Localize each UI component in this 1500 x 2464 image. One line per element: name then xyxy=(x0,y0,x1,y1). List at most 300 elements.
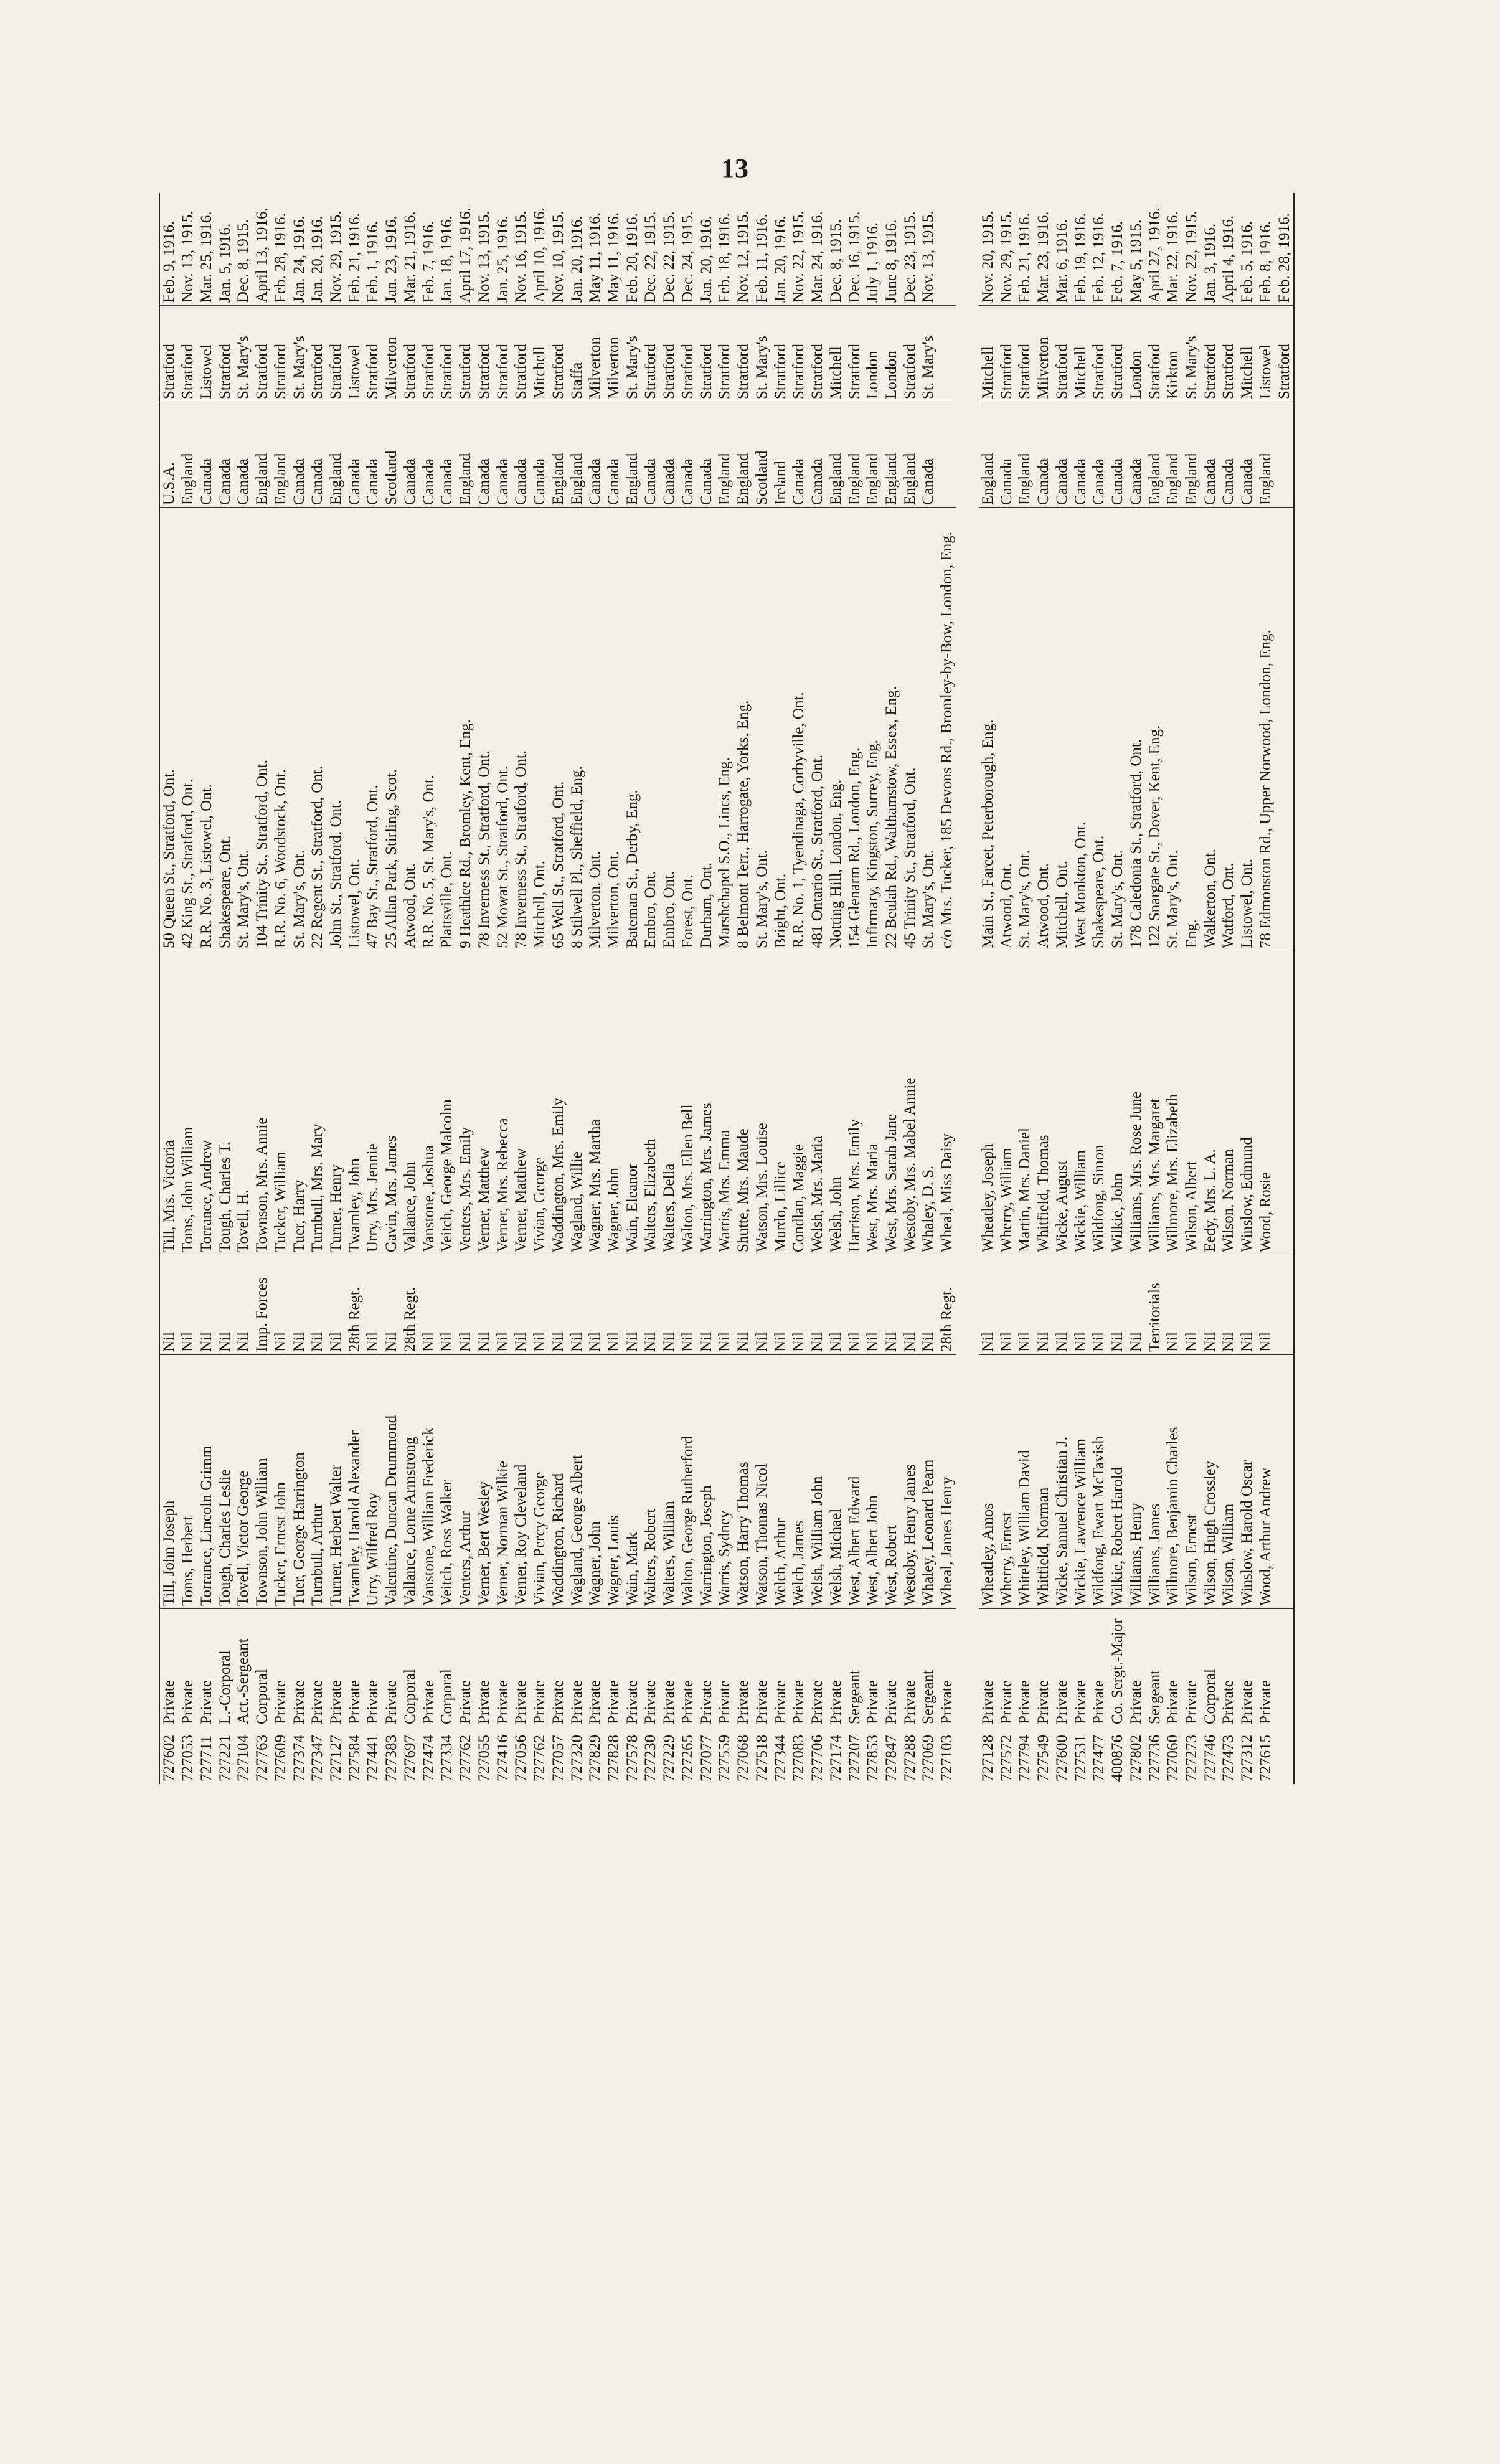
place-of-enlistment: St. Mary's xyxy=(234,305,253,402)
rank: Private xyxy=(623,1608,641,1727)
kin-address: R.R. No. 6, Woodstock, Ont. xyxy=(271,507,290,951)
kin-address: 104 Trinity St., Stratford, Ont. xyxy=(253,507,271,951)
soldier-name: Williams, James xyxy=(1145,1354,1164,1608)
place-of-enlistment: Stratford xyxy=(364,305,382,402)
kin-address xyxy=(1275,507,1293,951)
table-row xyxy=(586,193,605,1784)
rank: Private xyxy=(160,1608,179,1727)
kin-address: 122 Snargate St., Dover, Kent, Eng. xyxy=(1145,507,1164,951)
previous-service: Nil xyxy=(1126,1255,1145,1354)
date-of-enlistment: Nov. 22, 1915. xyxy=(790,210,808,303)
table-row xyxy=(900,193,919,1784)
table-row xyxy=(1257,193,1275,1784)
place-of-enlistment: Mitchell xyxy=(531,305,549,402)
rank: Private xyxy=(790,1608,808,1727)
rank: Act.-Sergeant xyxy=(234,1608,253,1727)
country-of-birth: Canada xyxy=(290,402,308,507)
rank: Private xyxy=(1164,1608,1182,1727)
kin-address: 8 Stilwell Pl., Sheffield, Eng. xyxy=(567,507,586,951)
country-of-birth: Canada xyxy=(605,402,623,507)
date-of-enlistment: Feb. 19, 1916. xyxy=(1072,213,1089,303)
country-of-birth: England xyxy=(327,402,346,507)
next-of-kin: Wildfong, Simon xyxy=(1090,951,1108,1255)
country-of-birth: Canada xyxy=(438,402,456,507)
table-row xyxy=(826,193,845,1784)
soldier-name: Till, John Joseph xyxy=(160,1354,179,1608)
rank: Corporal xyxy=(1200,1608,1219,1727)
rank: Private xyxy=(531,1608,549,1727)
next-of-kin: Welsh, Mrs. Maria xyxy=(808,951,827,1255)
kin-address: 154 Glenarm Rd., London, Eng. xyxy=(845,507,864,951)
place-of-enlistment: Stratford xyxy=(253,305,271,402)
regimental-number: 727083 xyxy=(790,1735,808,1782)
next-of-kin: Tucker, William xyxy=(271,951,290,1255)
regimental-number: 727057 xyxy=(549,1735,567,1782)
next-of-kin: Tough, Charles T. xyxy=(215,951,234,1255)
next-of-kin: Warrington, Mrs. James xyxy=(697,951,715,1255)
kin-address: Listowel, Ont. xyxy=(345,507,364,951)
table-row xyxy=(1108,193,1127,1784)
regimental-number: 727531 xyxy=(1072,1735,1089,1782)
country-of-birth: Canada xyxy=(697,402,715,507)
rank: Private xyxy=(197,1608,215,1727)
soldier-name: Wagner, John xyxy=(586,1354,605,1608)
next-of-kin xyxy=(1275,951,1293,1255)
place-of-enlistment: London xyxy=(1126,305,1145,402)
next-of-kin: West, Mrs. Maria xyxy=(864,951,882,1255)
previous-service: Nil xyxy=(549,1255,567,1354)
place-of-enlistment: Mitchell xyxy=(979,305,998,402)
country-of-birth: Canada xyxy=(197,402,215,507)
soldier-name: Willmore, Benjamin Charles xyxy=(1164,1354,1182,1608)
date-of-enlistment: Nov. 13, 1915. xyxy=(920,210,937,303)
regimental-number: 727762 xyxy=(531,1735,549,1782)
rank: Private xyxy=(1034,1608,1053,1727)
kin-address: Shakespeare, Ont. xyxy=(1090,507,1108,951)
soldier-name: Turnbull, Arthur xyxy=(308,1354,327,1608)
place-of-enlistment: London xyxy=(864,305,882,402)
date-of-enlistment: Nov. 22, 1915. xyxy=(1183,210,1200,303)
soldier-name: Verner, Bert Wesley xyxy=(474,1354,493,1608)
date-of-enlistment: Nov. 29, 1915. xyxy=(327,210,344,303)
previous-service: Nil xyxy=(1164,1255,1182,1354)
next-of-kin: Turner, Henry xyxy=(327,951,346,1255)
country-of-birth: England xyxy=(882,402,901,507)
kin-address: St. Mary's, Ont. xyxy=(1108,507,1127,951)
kin-address: St. Mary's, Ont. xyxy=(1016,507,1034,951)
previous-service: Territorials xyxy=(1145,1255,1164,1354)
regimental-number: 727584 xyxy=(346,1735,363,1782)
soldier-name: Turner, Herbert Walter xyxy=(327,1354,346,1608)
regimental-number: 727288 xyxy=(901,1735,918,1782)
date-of-enlistment: Jan. 18, 1916. xyxy=(438,215,456,303)
country-of-birth: England xyxy=(826,402,845,507)
table-row xyxy=(419,193,438,1784)
kin-address: 78 Inverness St., Stratford, Ont. xyxy=(474,507,493,951)
soldier-name: Walton, George Rutherford xyxy=(679,1354,697,1608)
rank: Sergeant xyxy=(919,1608,938,1727)
kin-address: 22 Regent St., Stratford, Ont. xyxy=(308,507,327,951)
next-of-kin: Turnbull, Mrs. Mary xyxy=(308,951,327,1255)
table-row xyxy=(997,193,1016,1784)
next-of-kin: Welsh, John xyxy=(826,951,845,1255)
page-number: 13 xyxy=(721,153,748,184)
previous-service: Nil xyxy=(697,1255,715,1354)
table-row xyxy=(641,193,660,1784)
kin-address: 78 Inverness St., Stratford, Ont. xyxy=(512,507,531,951)
date-of-enlistment: Jan. 24, 1916. xyxy=(290,215,308,303)
rank: Private xyxy=(1182,1608,1201,1727)
country-of-birth: Canada xyxy=(531,402,549,507)
soldier-name: Waddington, Richard xyxy=(549,1354,567,1608)
place-of-enlistment: Milverton xyxy=(586,305,605,402)
country-of-birth: Canada xyxy=(234,402,253,507)
ledger xyxy=(159,193,1295,1784)
date-of-enlistment: April 13, 1916. xyxy=(253,207,271,303)
rank: Private xyxy=(1071,1608,1090,1727)
country-of-birth: Canada xyxy=(660,402,679,507)
date-of-enlistment: Jan. 23, 1916. xyxy=(383,215,400,303)
table-row xyxy=(1090,193,1108,1784)
rank: Private xyxy=(605,1608,623,1727)
rank xyxy=(1275,1608,1293,1727)
previous-service: Nil xyxy=(1071,1255,1090,1354)
country-of-birth: England xyxy=(567,402,586,507)
rank: Private xyxy=(641,1608,660,1727)
regimental-number: 727615 xyxy=(1257,1735,1274,1782)
place-of-enlistment: Stratford xyxy=(512,305,531,402)
soldier-name: Wagland, George Albert xyxy=(567,1354,586,1608)
place-of-enlistment: Mitchell xyxy=(826,305,845,402)
date-of-enlistment: Nov. 13, 1915. xyxy=(475,210,493,303)
country-of-birth: Canada xyxy=(345,402,364,507)
rank: Private xyxy=(997,1608,1016,1727)
regimental-number: 727474 xyxy=(420,1735,437,1782)
previous-service: Nil xyxy=(979,1255,998,1354)
regimental-number: 727103 xyxy=(938,1735,956,1782)
kin-address: Atwood, Ont. xyxy=(401,507,420,951)
country-of-birth: Canada xyxy=(1090,402,1108,507)
regimental-number: 727572 xyxy=(998,1735,1015,1782)
next-of-kin: Warris, Mrs. Emma xyxy=(715,951,734,1255)
next-of-kin: Twamley, John xyxy=(345,951,364,1255)
soldier-name: Whaley, Leonard Pearn xyxy=(919,1354,938,1608)
next-of-kin: Walters, Della xyxy=(660,951,679,1255)
soldier-name: Wood, Arthur Andrew xyxy=(1257,1354,1275,1608)
date-of-enlistment: April 10, 1916. xyxy=(531,207,549,303)
rank: Private xyxy=(900,1608,919,1727)
country-of-birth: Canada xyxy=(1071,402,1090,507)
previous-service: Nil xyxy=(327,1255,346,1354)
country-of-birth: Canada xyxy=(401,402,420,507)
kin-address: Walkerton, Ont. xyxy=(1200,507,1219,951)
country-of-birth: Canada xyxy=(1219,402,1238,507)
kin-address: Bright, Ont. xyxy=(771,507,790,951)
previous-service xyxy=(1275,1255,1293,1354)
soldier-name: Welsh, Michael xyxy=(826,1354,845,1608)
kin-address: St. Mary's, Ont. xyxy=(234,507,253,951)
previous-service: Nil xyxy=(179,1255,197,1354)
next-of-kin: Wagner, John xyxy=(605,951,623,1255)
previous-service: Nil xyxy=(660,1255,679,1354)
rank: Private xyxy=(826,1608,845,1727)
kin-address: Mitchell, Ont. xyxy=(1053,507,1072,951)
date-of-enlistment: Feb. 7, 1916. xyxy=(420,220,437,303)
rank: Private xyxy=(1053,1608,1072,1727)
rank: Private xyxy=(734,1608,753,1727)
soldier-name: Vanstone, William Frederick xyxy=(419,1354,438,1608)
country-of-birth: England xyxy=(715,402,734,507)
country-of-birth: U.S.A. xyxy=(160,402,179,507)
date-of-enlistment: May 11, 1916. xyxy=(587,212,604,303)
next-of-kin: Whaley, D. S. xyxy=(919,951,938,1255)
previous-service: 28th Regt. xyxy=(345,1255,364,1354)
soldier-name: Vivian, Percy George xyxy=(531,1354,549,1608)
place-of-enlistment: Stratford xyxy=(493,305,512,402)
rank: Private xyxy=(549,1608,567,1727)
previous-service: Nil xyxy=(1053,1255,1072,1354)
next-of-kin: Harrison, Mrs. Emily xyxy=(845,951,864,1255)
date-of-enlistment: Feb. 21, 1916. xyxy=(1016,213,1034,303)
kin-address: Shakespeare, Ont. xyxy=(215,507,234,951)
next-of-kin: Tovell, H. xyxy=(234,951,253,1255)
regimental-number: 727828 xyxy=(605,1735,622,1782)
country-of-birth: Canada xyxy=(641,402,660,507)
kin-address: R.R. No. 1, Tyendinaga, Corbyville, Ont. xyxy=(790,507,808,951)
soldier-name: Wilson, Ernest xyxy=(1182,1354,1201,1608)
country-of-birth: Canada xyxy=(808,402,827,507)
rank: L.-Corporal xyxy=(215,1608,234,1727)
previous-service: Nil xyxy=(826,1255,845,1354)
date-of-enlistment: Nov. 12, 1915. xyxy=(735,210,752,303)
date-of-enlistment: Feb. 18, 1916. xyxy=(716,213,733,303)
regimental-number: 727128 xyxy=(979,1735,996,1782)
rank: Sergeant xyxy=(845,1608,864,1727)
kin-address: St. Mary's, Ont. xyxy=(1164,507,1182,951)
table-row xyxy=(474,193,493,1784)
table-row xyxy=(1126,193,1145,1784)
previous-service: Nil xyxy=(919,1255,938,1354)
previous-service: Nil xyxy=(271,1255,290,1354)
kin-address: Listowel, Ont. xyxy=(1238,507,1257,951)
country-of-birth: Canada xyxy=(1108,402,1127,507)
rank: Corporal xyxy=(401,1608,420,1727)
table-row xyxy=(882,193,901,1784)
rank: Private xyxy=(493,1608,512,1727)
rank: Private xyxy=(864,1608,882,1727)
rank: Private xyxy=(1238,1608,1257,1727)
regimental-number: 727477 xyxy=(1090,1735,1108,1782)
next-of-kin: Eedy, Mrs. L. A. xyxy=(1200,951,1219,1255)
place-of-enlistment: Stratford xyxy=(160,305,179,402)
previous-service: Nil xyxy=(1090,1255,1108,1354)
next-of-kin: Tuer, Harry xyxy=(290,951,308,1255)
date-of-enlistment: Jan. 25, 1916. xyxy=(494,215,511,303)
soldier-name: Wilkie, Robert Harold xyxy=(1108,1354,1127,1608)
regimental-number: 727549 xyxy=(1035,1735,1052,1782)
soldier-name: Wheatley, Amos xyxy=(979,1354,998,1608)
date-of-enlistment: Nov. 20, 1915. xyxy=(979,210,996,303)
table-row xyxy=(771,193,790,1784)
regimental-number: 727229 xyxy=(661,1735,678,1782)
country-of-birth: Canada xyxy=(1053,402,1072,507)
table-row xyxy=(197,193,215,1784)
regimental-number: 727706 xyxy=(809,1735,826,1782)
rank: Private xyxy=(679,1608,697,1727)
soldier-name: Wicke, Samuel Christian J. xyxy=(1053,1354,1072,1608)
previous-service: Nil xyxy=(771,1255,790,1354)
soldier-name: Wilson, William xyxy=(1219,1354,1238,1608)
date-of-enlistment: Feb. 28, 1916. xyxy=(1275,213,1293,303)
table-row xyxy=(401,193,420,1784)
regimental-number: 727053 xyxy=(179,1735,197,1782)
date-of-enlistment: Nov. 16, 1915. xyxy=(512,210,530,303)
previous-service: Nil xyxy=(531,1255,549,1354)
table-row xyxy=(1219,193,1238,1784)
place-of-enlistment: Stratford xyxy=(1016,305,1034,402)
next-of-kin: Martin, Mrs. Daniel xyxy=(1016,951,1034,1255)
kin-address: West Monkton, Ont. xyxy=(1071,507,1090,951)
table-row xyxy=(271,193,290,1784)
table-row xyxy=(438,193,456,1784)
regimental-number: 727344 xyxy=(771,1735,789,1782)
place-of-enlistment: Milverton xyxy=(605,305,623,402)
place-of-enlistment: Stratford xyxy=(1275,305,1293,402)
place-of-enlistment: Stratford xyxy=(845,305,864,402)
kin-address: St. Mary's, Ont. xyxy=(753,507,771,951)
next-of-kin: Till, Mrs. Victoria xyxy=(160,951,179,1255)
regimental-number: 727055 xyxy=(475,1735,493,1782)
kin-address: John St., Stratford, Ont. xyxy=(327,507,346,951)
place-of-enlistment: Stratford xyxy=(179,305,197,402)
soldier-name: Wain, Mark xyxy=(623,1354,641,1608)
place-of-enlistment: Stratford xyxy=(419,305,438,402)
kin-address: Mitchell, Ont. xyxy=(531,507,549,951)
country-of-birth: Canada xyxy=(419,402,438,507)
kin-address: 47 Bay St., Stratford, Ont. xyxy=(364,507,382,951)
previous-service: Nil xyxy=(882,1255,901,1354)
kin-address: 8 Belmont Terr., Harrogate, Yorks, Eng. xyxy=(734,507,753,951)
soldier-name: Watson, Harry Thomas xyxy=(734,1354,753,1608)
soldier-name: Verner, Norman Wilkie xyxy=(493,1354,512,1608)
previous-service: Nil xyxy=(290,1255,308,1354)
country-of-birth: Canada xyxy=(474,402,493,507)
table-row xyxy=(567,193,586,1784)
place-of-enlistment: Mitchell xyxy=(1238,305,1257,402)
place-of-enlistment: St. Mary's xyxy=(919,305,938,402)
date-of-enlistment: Dec. 23, 1915. xyxy=(901,211,918,303)
table-row xyxy=(734,193,753,1784)
place-of-enlistment: Stratford xyxy=(641,305,660,402)
regimental-number: 727060 xyxy=(1164,1735,1182,1782)
previous-service: Nil xyxy=(567,1255,586,1354)
next-of-kin: Murdo, Lillice xyxy=(771,951,790,1255)
next-of-kin: Wilson, Albert xyxy=(1182,951,1201,1255)
previous-service: Nil xyxy=(679,1255,697,1354)
regimental-number: 727559 xyxy=(716,1735,733,1782)
kin-address: Atwood, Ont. xyxy=(1034,507,1053,951)
soldier-name: Williams, Henry xyxy=(1126,1354,1145,1608)
previous-service: Nil xyxy=(1182,1255,1201,1354)
regimental-number: 727847 xyxy=(883,1735,900,1782)
rank: Private xyxy=(327,1608,346,1727)
regimental-number: 727077 xyxy=(697,1735,715,1782)
place-of-enlistment: Stratford xyxy=(790,305,808,402)
next-of-kin: Veitch, George Malcolm xyxy=(438,951,456,1255)
place-of-enlistment: Stratford xyxy=(1145,305,1164,402)
country-of-birth: Scotland xyxy=(382,402,401,507)
regimental-number: 727697 xyxy=(401,1735,418,1782)
soldier-name: Wilson, Hugh Crossley xyxy=(1200,1354,1219,1608)
regimental-number: 727265 xyxy=(679,1735,696,1782)
kin-address: 45 Trinity St., Stratford, Ont. xyxy=(900,507,919,951)
country-of-birth: England xyxy=(623,402,641,507)
country-of-birth: Scotland xyxy=(753,402,771,507)
next-of-kin: Wood, Rosie xyxy=(1257,951,1275,1255)
rank: Private xyxy=(1090,1608,1108,1727)
previous-service: Nil xyxy=(715,1255,734,1354)
regimental-number: 727312 xyxy=(1238,1735,1256,1782)
date-of-enlistment: Dec. 24, 1915. xyxy=(679,211,696,303)
table-row xyxy=(1034,193,1053,1784)
previous-service: Nil xyxy=(1238,1255,1257,1354)
date-of-enlistment: Dec. 8, 1915. xyxy=(235,219,252,303)
date-of-enlistment: Dec. 16, 1915. xyxy=(846,211,863,303)
table-row xyxy=(531,193,549,1784)
regimental-number: 727056 xyxy=(512,1735,530,1782)
date-of-enlistment: Feb. 21, 1916. xyxy=(346,213,363,303)
rank: Private xyxy=(1219,1608,1238,1727)
place-of-enlistment: Stratford xyxy=(401,305,420,402)
country-of-birth: England xyxy=(271,402,290,507)
regimental-number: 727600 xyxy=(1053,1735,1070,1782)
date-of-enlistment: Feb. 12, 1916. xyxy=(1090,213,1108,303)
table-row xyxy=(234,193,253,1784)
place-of-enlistment: Listowel xyxy=(197,305,215,402)
regimental-number: 727762 xyxy=(457,1735,474,1782)
regimental-number: 727763 xyxy=(253,1735,271,1782)
table-row xyxy=(605,193,623,1784)
kin-address: Milverton, Ont. xyxy=(586,507,605,951)
date-of-enlistment: Jan. 5, 1916. xyxy=(216,223,233,303)
kin-address: 65 Well St., Stratford, Ont. xyxy=(549,507,567,951)
previous-service: Nil xyxy=(474,1255,493,1354)
country-of-birth: Canada xyxy=(364,402,382,507)
table-row xyxy=(979,193,998,1784)
table-row xyxy=(845,193,864,1784)
previous-service: Nil xyxy=(605,1255,623,1354)
country-of-birth: Canada xyxy=(1238,402,1257,507)
date-of-enlistment: Mar. 24, 1916. xyxy=(809,211,826,303)
soldier-name: Valentine, Duncan Drummond xyxy=(382,1354,401,1608)
soldier-name: Tough, Charles Leslie xyxy=(215,1354,234,1608)
table-row xyxy=(1238,193,1257,1784)
table-row xyxy=(753,193,771,1784)
previous-service: Imp. Forces xyxy=(253,1255,271,1354)
place-of-enlistment: St. Mary's xyxy=(290,305,308,402)
rank: Corporal xyxy=(438,1608,456,1727)
date-of-enlistment: Feb. 28, 1916. xyxy=(271,213,289,303)
previous-service: Nil xyxy=(845,1255,864,1354)
kin-address: R.R. No. 3, Listowel, Ont. xyxy=(197,507,215,951)
kin-address: Milverton, Ont. xyxy=(605,507,623,951)
regimental-number: 727174 xyxy=(827,1735,844,1782)
kin-address: Eng. xyxy=(1182,507,1201,951)
country-of-birth: Canada xyxy=(512,402,531,507)
kin-address: Infirmary, Kingston, Surrey, Eng. xyxy=(864,507,882,951)
regimental-number: 727518 xyxy=(753,1735,770,1782)
next-of-kin: Wheal, Miss Daisy xyxy=(938,951,956,1255)
